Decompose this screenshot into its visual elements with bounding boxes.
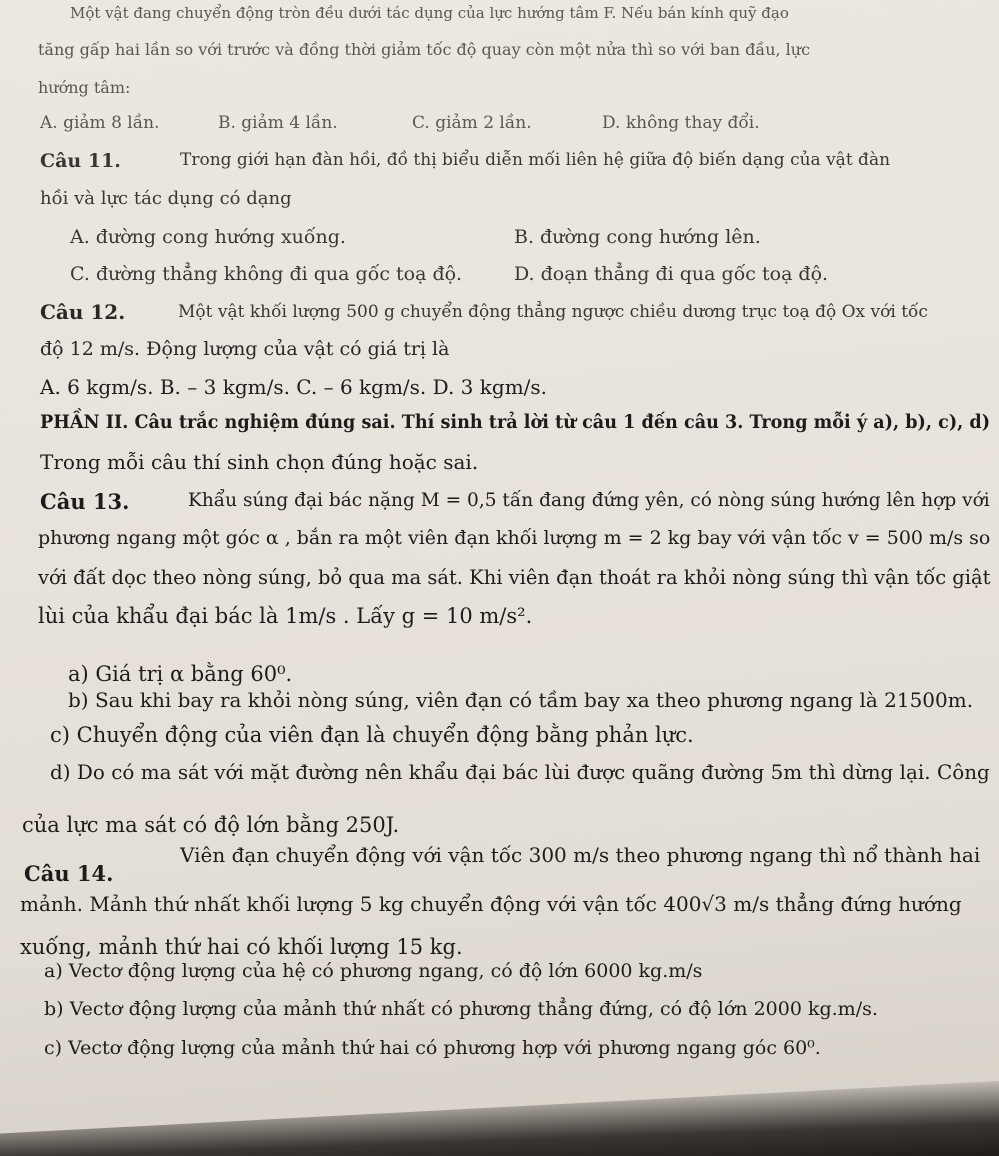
- q13-statement-c: c) Chuyển động của viên đạn là chuyển động bằng phản lực.: [50, 723, 694, 747]
- q14-stem-line1: Viên đạn chuyển động với vận tốc 300 m/s theo phương ngang thì nổ thành hai: [180, 843, 981, 867]
- q13-stem-line2: phương ngang một góc α , bắn ra một viên đạn khối lượng m = 2 kg bay với vận tốc v = 500 m/s so: [38, 527, 991, 549]
- q12-stem-line1: Một vật khối lượng 500 g chuyển động thẳng ngược chiều dương trục toạ độ Ox với tốc: [178, 302, 928, 322]
- q14-stem-line3: xuống, mảnh thứ hai có khối lượng 15 kg.: [20, 935, 463, 959]
- q13-stem-line1: Khẩu súng đại bác nặng M = 0,5 tấn đang đứng yên, có nòng súng hướng lên hợp với: [188, 489, 990, 511]
- q10-stem-line3: hướng tâm:: [38, 78, 131, 97]
- q11-stem-line2: hồi và lực tác dụng có dạng: [40, 188, 292, 209]
- q11-option-b: B. đường cong hướng lên.: [514, 226, 761, 248]
- q10-stem-line1: Một vật đang chuyển động tròn đều dưới tác dụng của lực hướng tâm F. Nếu bán kính quỹ đạo: [70, 4, 789, 22]
- q10-option-a: A. giảm 8 lần.: [40, 113, 160, 133]
- q11-option-d: D. đoạn thẳng đi qua gốc toạ độ.: [514, 263, 829, 285]
- q11-label: Câu 11.: [40, 150, 121, 172]
- q13-stem-line4: lùi của khẩu đại bác là 1m/s . Lấy g = 10 m/s².: [38, 604, 533, 628]
- q14-statement-a: a) Vectơ động lượng của hệ có phương ngang, có độ lớn 6000 kg.m/s: [44, 960, 703, 982]
- q13-statement-d-line1: d) Do có ma sát với mặt đường nên khẩu đại bác lùi được quãng đường 5m thì dừng lại. Công: [50, 760, 990, 784]
- part2-heading: PHẦN II. Câu trắc nghiệm đúng sai. Thí sinh trả lời từ câu 1 đến câu 3. Trong mỗi ý a), b), c), d): [40, 411, 991, 433]
- q14-stem-line2: mảnh. Mảnh thứ nhất khối lượng 5 kg chuyển động với vận tốc 400√3 m/s thẳng đứng hướng: [20, 892, 962, 916]
- q12-label: Câu 12.: [40, 300, 126, 324]
- q14-statement-b: b) Vectơ động lượng của mảnh thứ nhất có phương thẳng đứng, có độ lớn 2000 kg.m/s.: [44, 998, 878, 1020]
- q12-stem-line2: độ 12 m/s. Động lượng của vật có giá trị là: [40, 338, 450, 360]
- part2-heading-line2: Trong mỗi câu thí sinh chọn đúng hoặc sai.: [40, 450, 479, 474]
- q14-statement-c: c) Vectơ động lượng của mảnh thứ hai có phương hợp với phương ngang góc 60⁰.: [44, 1037, 821, 1059]
- q13-statement-a: a) Giá trị α bằng 60⁰.: [68, 662, 293, 686]
- q13-statement-d-line2: của lực ma sát có độ lớn bằng 250J.: [22, 813, 400, 837]
- q10-stem-line2: tăng gấp hai lần so với trước và đồng thời giảm tốc độ quay còn một nửa thì so với ban đầu, lực: [38, 40, 811, 59]
- q13-statement-b: b) Sau khi bay ra khỏi nòng súng, viên đạn có tầm bay xa theo phương ngang là 21500m.: [68, 688, 974, 712]
- photo-shadow: [0, 1081, 999, 1156]
- q11-option-c: C. đường thẳng không đi qua gốc toạ độ.: [70, 263, 463, 285]
- q10-option-b: B. giảm 4 lần.: [218, 113, 338, 133]
- q10-option-c: C. giảm 2 lần.: [412, 113, 532, 133]
- q11-stem-line1: Trong giới hạn đàn hồi, đồ thị biểu diễn mối liên hệ giữa độ biến dạng của vật đàn: [180, 150, 891, 170]
- q13-stem-line3: với đất dọc theo nòng súng, bỏ qua ma sát. Khi viên đạn thoát ra khỏi nòng súng thì vận tốc giật: [38, 565, 991, 589]
- q13-label: Câu 13.: [40, 489, 130, 514]
- q12-options: A. 6 kgm/s. B. – 3 kgm/s. C. – 6 kgm/s. D. 3 kgm/s.: [40, 375, 548, 399]
- q14-label: Câu 14.: [24, 861, 114, 886]
- q10-option-d: D. không thay đổi.: [602, 113, 760, 133]
- q11-option-a: A. đường cong hướng xuống.: [70, 226, 346, 248]
